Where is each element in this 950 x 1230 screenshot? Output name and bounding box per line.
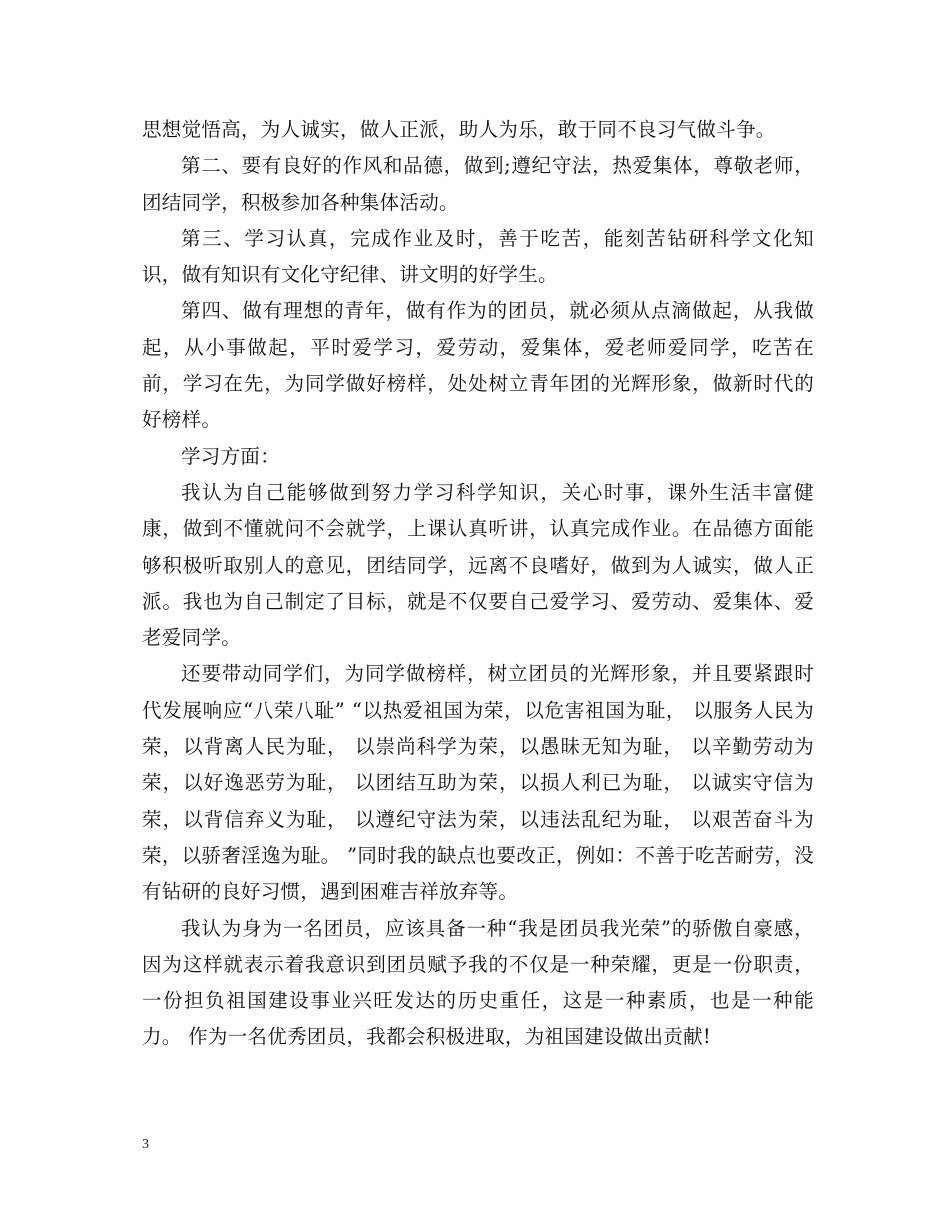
- paragraph-7: 还要带动同学们，为同学做榜样，树立团员的光辉形象，并且要紧跟时代发展响应“八荣八耻” “以热爱祖国为荣，以危害祖国为耻， 以服务人民为荣，以背离人民为耻， 以崇尚科学为荣，以愚昧无知为耻， 以辛勤劳动为荣，以好逸恶劳为耻， 以团结互助为荣，以损人利已为耻， 以诚实守信为荣，以背信弃义为耻， 以遵纪守法为荣，以违法乱纪为耻， 以艰苦奋斗为荣，以骄奢淫逸为耻。 ”同时我的缺点也要改正，例如：不善于吃苦耐劳，没有钻研的良好习惯，遇到困难吉祥放弃等。: [142, 662, 814, 904]
- paragraph-4: 第四、做有理想的青年，做有作为的团员，就必须从点滴做起，从我做起，从小事做起，平时爱学习，爱劳动，爱集体，爱老师爱同学，吃苦在前，学习在先，为同学做好榜样，处处树立青年团的光辉形象，做新时代的好榜样。: [142, 299, 814, 432]
- paragraph-2: 第二、要有良好的作风和品德，做到;遵纪守法，热爱集体，尊敬老师，团结同学，积极参加各种集体活动。: [142, 154, 814, 214]
- paragraph-6: 我认为自己能够做到努力学习科学知识，关心时事，课外生活丰富健康，做到不懂就问不会就学，上课认真听讲，认真完成作业。在品德方面能够积极听取别人的意见，团结同学，远离不良嗜好，做到为人诚实，做人正派。我也为自己制定了目标，就是不仅要自己爱学习、爱劳动、爱集体、爱老爱同学。: [142, 480, 814, 650]
- paragraph-3: 第三、学习认真，完成作业及时，善于吃苦，能刻苦钻研科学文化知识，做有知识有文化守纪律、讲文明的好学生。: [142, 226, 814, 287]
- page-number: 3: [142, 1137, 149, 1152]
- document-body: [142, 112, 814, 1056]
- paragraph-1: 思想觉悟高，为人诚实，做人正派，助人为乐，敢于同不良习气做斗争。: [142, 118, 776, 141]
- section-heading-study: 学习方面：: [181, 444, 281, 468]
- paragraph-8: 我认为身为一名团员，应该具备一种“我是团员我光荣”的骄傲自豪感，因为这样就表示着我意识到团员赋予我的不仅是一种荣耀，更是一份职责，一份担负祖国建设事业兴旺发达的历史重任，这是一种素质，也是一种能力。 作为一名优秀团员，我都会积极进取，为祖国建设做出贡献!: [142, 916, 814, 1049]
